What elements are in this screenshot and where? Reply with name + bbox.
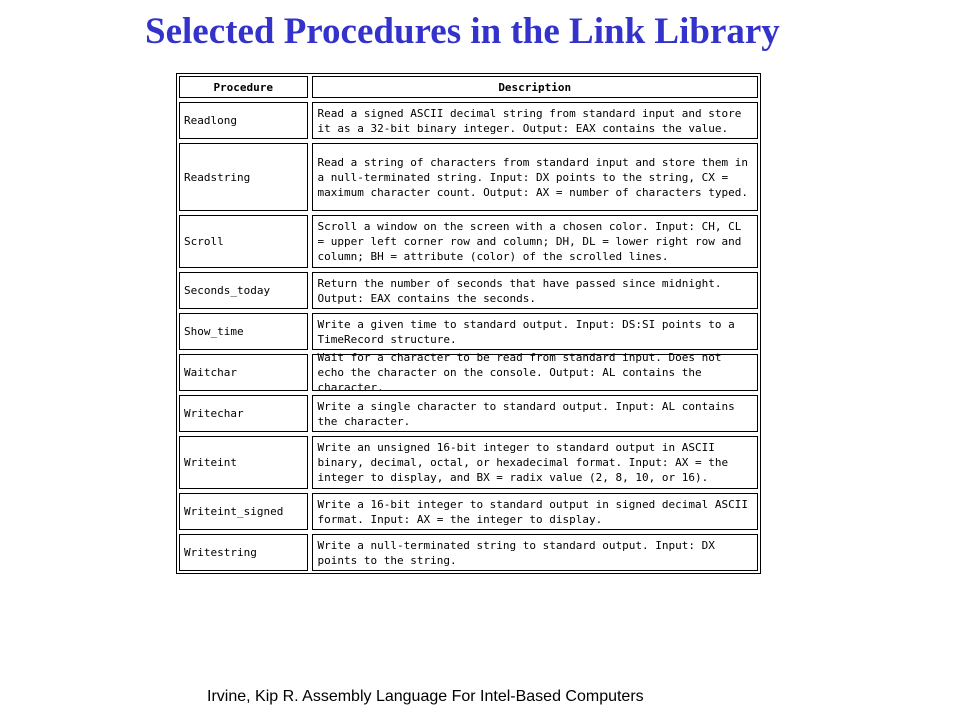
procedure-name: Show_time <box>179 313 308 350</box>
table-header-row <box>177 74 761 101</box>
procedure-name: Scroll <box>179 215 308 268</box>
table-row <box>177 141 761 213</box>
procedure-description: Scroll a window on the screen with a chosen color. Input: CH, CL = upper left corner row and column; DH, DL = lower right row and column; BH = attribute (color) of the scrolled lines. <box>312 215 759 268</box>
table-row <box>177 393 761 434</box>
citation-footer: Irvine, Kip R. Assembly Language For Intel-Based Computers <box>207 688 644 705</box>
procedure-description: Write a given time to standard output. Input: DS:SI points to a TimeRecord structure. <box>312 313 759 350</box>
procedures-table-container <box>176 73 760 574</box>
procedure-name: Waitchar <box>179 354 308 391</box>
header-procedure <box>177 74 310 101</box>
table-row <box>177 491 761 532</box>
procedure-description: Write an unsigned 16-bit integer to standard output in ASCII binary, decimal, octal, or hexadecimal format. Input: AX = the integer to display, and BX = radix value (2, 8, 10, or 16). <box>312 436 759 489</box>
header-description <box>310 74 761 101</box>
procedure-name: Seconds_today <box>179 272 308 309</box>
header-description-label: Description <box>312 76 759 98</box>
table-row <box>177 352 761 393</box>
header-procedure-label: Procedure <box>179 76 308 98</box>
procedure-name: Readlong <box>179 102 308 139</box>
table-row <box>177 100 761 141</box>
procedure-description: Wait for a character to be read from standard input. Does not echo the character on the console. Output: AL contains the character. <box>312 354 759 391</box>
procedure-description: Write a 16-bit integer to standard output in signed decimal ASCII format. Input: AX = the integer to display. <box>312 493 759 530</box>
table-row <box>177 532 761 574</box>
procedure-description: Write a single character to standard output. Input: AL contains the character. <box>312 395 759 432</box>
table-row <box>177 311 761 352</box>
procedure-description: Return the number of seconds that have passed since midnight. Output: EAX contains the seconds. <box>312 272 759 309</box>
procedure-description: Read a string of characters from standard input and store them in a null-terminated string. Input: DX points to the string, CX = maximum character count. Output: AX = number of characters typed. <box>312 143 759 211</box>
procedures-table <box>176 73 761 574</box>
table-row <box>177 213 761 270</box>
procedure-description: Read a signed ASCII decimal string from standard input and store it as a 32-bit binary integer. Output: EAX contains the value. <box>312 102 759 139</box>
slide-title: Selected Procedures in the Link Library <box>145 11 780 52</box>
procedure-name: Writechar <box>179 395 308 432</box>
procedure-description: Write a null-terminated string to standard output. Input: DX points to the string. <box>312 534 759 571</box>
procedure-name: Writestring <box>179 534 308 571</box>
procedure-name: Readstring <box>179 143 308 211</box>
table-row <box>177 434 761 491</box>
procedure-name: Writeint_signed <box>179 493 308 530</box>
procedure-name: Writeint <box>179 436 308 489</box>
table-row <box>177 270 761 311</box>
